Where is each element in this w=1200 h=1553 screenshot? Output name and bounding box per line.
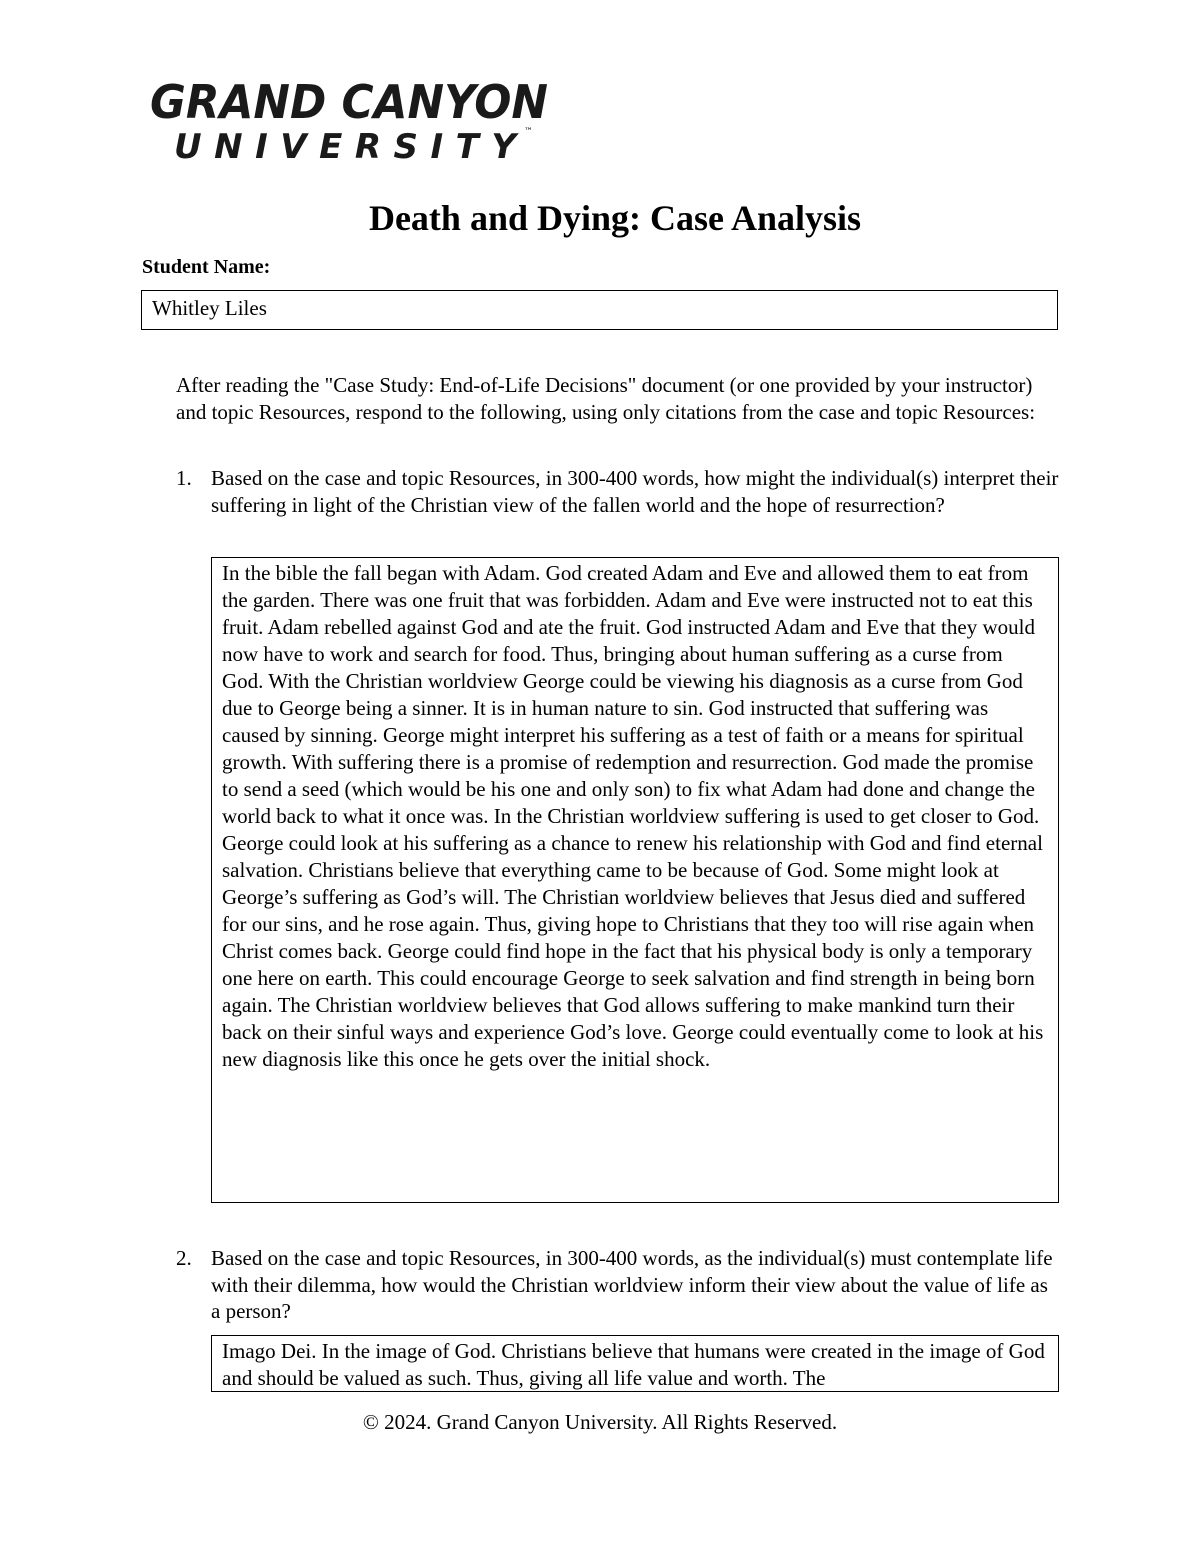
logo-line2: UNIVERSITY (174, 127, 516, 166)
student-name-field[interactable] (141, 290, 1058, 330)
instructions-paragraph: After reading the "Case Study: End-of-Life Decisions" document (or one provided by your instructor) and topic Resources, respond to the following, using only citations from the case and topic Resources: (176, 373, 1036, 424)
logo-trademark: ™ (524, 127, 533, 137)
student-name-value: Whitley Liles (152, 296, 267, 320)
question-2-prompt: Based on the case and topic Resources, in 300-400 words, as the individual(s) must contemplate life with their dilemma, how would the Christian worldview inform their view about the value of life as a person? (211, 1246, 1053, 1324)
question-1-answer-box[interactable] (211, 557, 1059, 1203)
logo-line1: GRAND CANYON (150, 76, 548, 129)
document-title: Death and Dying: Case Analysis (368, 198, 862, 238)
copyright-footer: © 2024. Grand Canyon University. All Rights Reserved. (362, 1410, 838, 1434)
question-1-prompt: Based on the case and topic Resources, in 300-400 words, how might the individual(s) interpret their suffering in light of the Christian view of the fallen world and the hope of resurrection? (211, 466, 1059, 517)
question-2-answer: Imago Dei. In the image of God. Christians believe that humans were created in the image of God and should be valued as such. Thus, giving all life value and worth. The (222, 1339, 1045, 1390)
question-2-number: 2. (176, 1246, 192, 1270)
question-1-answer: In the bible the fall began with Adam. God created Adam and Eve and allowed them to eat from the garden. There was one fruit that was forbidden. Adam and Eve were instructed not to eat this fruit. Adam rebelled against God and ate the fruit. God instructed Adam and Eve that they would now have to work and search for food. Thus, bringing about human suffering as a curse from God. With the Christian worldview George could be viewing his diagnosis as a curse from God due to George being a sinner. It is in human nature to sin. God instructed that suffering was caused by sinning. George might interpret his suffering as a test of faith or a means for spiritual growth. With suffering there is a promise of redemption and resurrection. God made the promise to send a seed (which would be his one and only son) to fix what Adam had done and change the world back to what it once was. In the Christian worldview suffering is used to get closer to God. George could look at his suffering as a chance to renew his relationship with God and find eternal salvation. Christians believe that everything came to be because of God. Some might look at George’s suffering as God’s will. The Christian worldview believes that Jesus died and suffered for our sins, and he rose again. Thus, giving hope to Christians that they too will rise again when Christ comes back. George could find hope in the fact that his physical body is only a temporary one here on earth. This could encourage George to seek salvation and find strength in being born again. The Christian worldview believes that God allows suffering to make mankind turn their back on their sinful ways and experience God’s love. George could eventually come to look at his new diagnosis like this once he gets over the initial shock. (222, 561, 1044, 1071)
question-2-answer-box[interactable] (211, 1335, 1059, 1392)
question-1-number: 1. (176, 466, 192, 490)
student-name-label: Student Name: (142, 256, 271, 278)
university-logo (148, 76, 558, 166)
